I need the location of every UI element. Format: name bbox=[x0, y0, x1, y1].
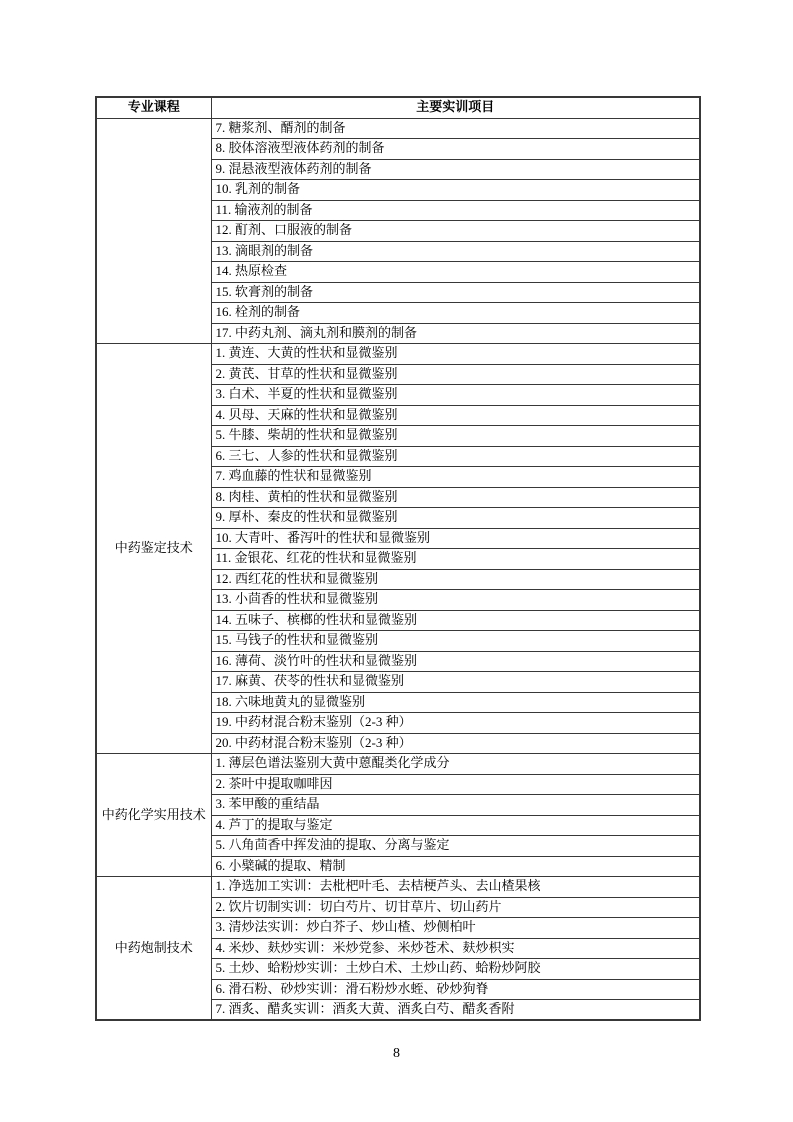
course-cell: 中药化学实用技术 bbox=[96, 754, 211, 877]
training-item-cell: 9. 混悬液型液体药剂的制备 bbox=[211, 159, 700, 180]
training-item-cell: 11. 输液剂的制备 bbox=[211, 200, 700, 221]
training-item-cell: 16. 薄荷、淡竹叶的性状和显微鉴别 bbox=[211, 651, 700, 672]
training-item-cell: 4. 米炒、麸炒实训：米炒党参、米炒苍术、麸炒枳实 bbox=[211, 938, 700, 959]
course-cell: 中药炮制技术 bbox=[96, 877, 211, 1021]
training-item-cell: 8. 胶体溶液型液体药剂的制备 bbox=[211, 139, 700, 160]
header-projects-column: 主要实训项目 bbox=[211, 97, 700, 118]
training-item-cell: 16. 栓剂的制备 bbox=[211, 303, 700, 324]
training-item-cell: 12. 酊剂、口服液的制备 bbox=[211, 221, 700, 242]
training-item-cell: 14. 五味子、槟榔的性状和显微鉴别 bbox=[211, 610, 700, 631]
training-item-cell: 10. 大青叶、番泻叶的性状和显微鉴别 bbox=[211, 528, 700, 549]
training-item-cell: 5. 八角茴香中挥发油的提取、分离与鉴定 bbox=[211, 836, 700, 857]
training-item-cell: 11. 金银花、红花的性状和显微鉴别 bbox=[211, 549, 700, 570]
training-item-cell: 8. 肉桂、黄柏的性状和显微鉴别 bbox=[211, 487, 700, 508]
training-item-cell: 15. 马钱子的性状和显微鉴别 bbox=[211, 631, 700, 652]
course-cell: 中药鉴定技术 bbox=[96, 344, 211, 754]
training-projects-table bbox=[95, 96, 701, 1021]
training-item-cell: 1. 薄层色谱法鉴别大黄中蒽醌类化学成分 bbox=[211, 754, 700, 775]
training-item-cell: 6. 三七、人参的性状和显微鉴别 bbox=[211, 446, 700, 467]
training-item-cell: 1. 净选加工实训：去枇杷叶毛、去桔梗芦头、去山楂果核 bbox=[211, 877, 700, 898]
training-item-cell: 3. 苯甲酸的重结晶 bbox=[211, 795, 700, 816]
table-row bbox=[96, 754, 700, 775]
table-row bbox=[96, 344, 700, 365]
header-row bbox=[96, 97, 700, 118]
training-item-cell: 1. 黄连、大黄的性状和显微鉴别 bbox=[211, 344, 700, 365]
training-item-cell: 9. 厚朴、秦皮的性状和显微鉴别 bbox=[211, 508, 700, 529]
training-item-cell: 6. 小檗碱的提取、精制 bbox=[211, 856, 700, 877]
training-item-cell: 17. 麻黄、茯苓的性状和显微鉴别 bbox=[211, 672, 700, 693]
training-item-cell: 18. 六味地黄丸的显微鉴别 bbox=[211, 692, 700, 713]
training-item-cell: 13. 滴眼剂的制备 bbox=[211, 241, 700, 262]
training-item-cell: 2. 茶叶中提取咖啡因 bbox=[211, 774, 700, 795]
course-cell bbox=[96, 118, 211, 344]
training-item-cell: 20. 中药材混合粉末鉴别（2-3 种） bbox=[211, 733, 700, 754]
table-row bbox=[96, 877, 700, 898]
training-item-cell: 2. 饮片切制实训：切白芍片、切甘草片、切山药片 bbox=[211, 897, 700, 918]
training-item-cell: 15. 软膏剂的制备 bbox=[211, 282, 700, 303]
training-item-cell: 7. 酒炙、醋炙实训：酒炙大黄、酒炙白芍、醋炙香附 bbox=[211, 1000, 700, 1021]
page-number: 8 bbox=[393, 1046, 400, 1061]
training-item-cell: 13. 小茴香的性状和显微鉴别 bbox=[211, 590, 700, 611]
training-item-cell: 4. 贝母、天麻的性状和显微鉴别 bbox=[211, 405, 700, 426]
training-item-cell: 6. 滑石粉、砂炒实训：滑石粉炒水蛭、砂炒狗脊 bbox=[211, 979, 700, 1000]
training-item-cell: 3. 白术、半夏的性状和显微鉴别 bbox=[211, 385, 700, 406]
training-item-cell: 17. 中药丸剂、滴丸剂和膜剂的制备 bbox=[211, 323, 700, 344]
training-item-cell: 7. 糖浆剂、醑剂的制备 bbox=[211, 118, 700, 139]
table-row bbox=[96, 118, 700, 139]
table-body bbox=[96, 118, 700, 1020]
training-item-cell: 3. 清炒法实训：炒白芥子、炒山楂、炒侧柏叶 bbox=[211, 918, 700, 939]
training-item-cell: 19. 中药材混合粉末鉴别（2-3 种） bbox=[211, 713, 700, 734]
training-item-cell: 4. 芦丁的提取与鉴定 bbox=[211, 815, 700, 836]
training-item-cell: 10. 乳剂的制备 bbox=[211, 180, 700, 201]
training-item-cell: 2. 黄芪、甘草的性状和显微鉴别 bbox=[211, 364, 700, 385]
training-item-cell: 7. 鸡血藤的性状和显微鉴别 bbox=[211, 467, 700, 488]
training-item-cell: 12. 西红花的性状和显微鉴别 bbox=[211, 569, 700, 590]
training-item-cell: 5. 土炒、蛤粉炒实训：土炒白术、土炒山药、蛤粉炒阿胶 bbox=[211, 959, 700, 980]
table-header bbox=[96, 97, 700, 118]
training-item-cell: 14. 热原检查 bbox=[211, 262, 700, 283]
header-course-column: 专业课程 bbox=[96, 97, 211, 118]
training-item-cell: 5. 牛膝、柴胡的性状和显微鉴别 bbox=[211, 426, 700, 447]
